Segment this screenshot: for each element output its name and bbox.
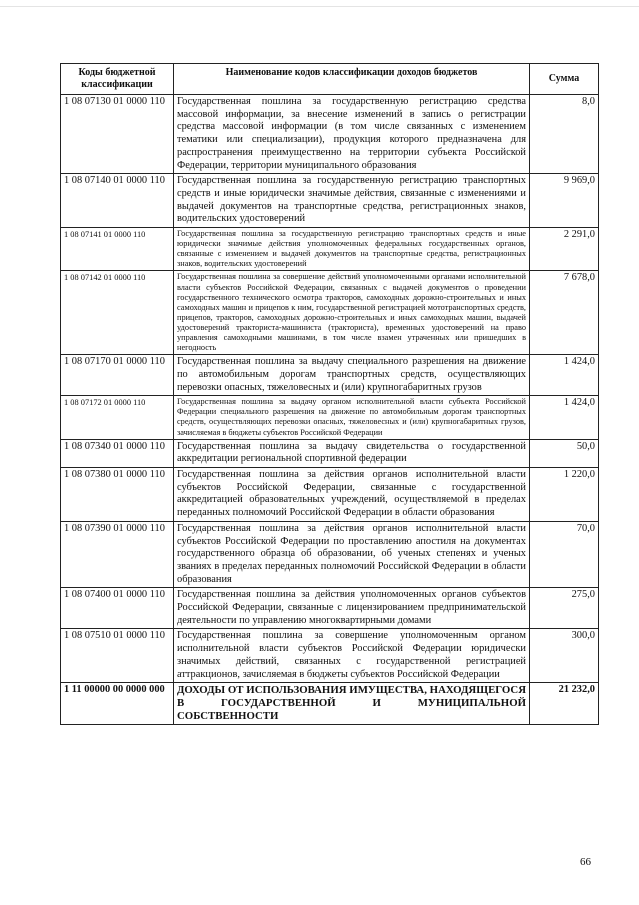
row-sum: 50,0 — [530, 439, 599, 467]
row-name: Государственная пошлина за государственную регистрацию транспортных средств и иные юридически значимые действия уполномоченных федеральных государственных органов, связанные с изменением и выдачей документов на транспортные средства, регистрационных знаков, водительских удостоверений — [174, 228, 530, 271]
row-code: 1 08 07390 01 0000 110 — [61, 521, 174, 588]
revenue-classification-table — [60, 63, 599, 725]
row-name: Государственная пошлина за выдачу специального разрешения на движение по автомобильным дорогам транспортных средств, осуществляющих перевозки опасных, тяжеловесных и (или) крупногабаритных грузов — [174, 355, 530, 396]
scan-edge-line — [0, 6, 639, 7]
table-row — [61, 355, 599, 396]
row-sum: 21 232,0 — [530, 683, 599, 725]
row-code: 1 08 07380 01 0000 110 — [61, 468, 174, 522]
row-code: 1 08 07140 01 0000 110 — [61, 174, 174, 228]
table-row — [61, 588, 599, 629]
row-code: 1 08 07141 01 0000 110 — [61, 228, 174, 271]
table-row — [61, 228, 599, 271]
page-number: 66 — [580, 856, 591, 868]
row-code: 1 08 07510 01 0000 110 — [61, 629, 174, 683]
row-sum: 70,0 — [530, 521, 599, 588]
row-code: 1 11 00000 00 0000 000 — [61, 683, 174, 725]
row-name: Государственная пошлина за совершение уполномоченным органом исполнительной власти субъектов Российской Федерации юридически значимых действий, связанных с государственной регистрацией аттракционов, зачисляемая в бюджеты субъектов Российской Федерации — [174, 629, 530, 683]
row-sum: 1 220,0 — [530, 468, 599, 522]
row-name: Государственная пошлина за действия органов исполнительной власти субъектов Российской Федерации, связанные с государственной аккредитацией образовательных учреждений, осуществляемой в пределах переданных полномочий Российской Федерации в области образования — [174, 468, 530, 522]
row-code: 1 08 07142 01 0000 110 — [61, 271, 174, 355]
table-row — [61, 629, 599, 683]
row-sum: 1 424,0 — [530, 396, 599, 439]
row-name: Государственная пошлина за действия органов исполнительной власти субъектов Российской Федерации по проставлению апостиля на документах государственного образца об образовании, об ученых степенях и ученых званиях в пределах переданных полномочий Российской Федерации в области образования — [174, 521, 530, 588]
table-row — [61, 396, 599, 439]
row-code: 1 08 07130 01 0000 110 — [61, 95, 174, 174]
table-row — [61, 174, 599, 228]
table-row — [61, 468, 599, 522]
row-sum: 2 291,0 — [530, 228, 599, 271]
table-row — [61, 271, 599, 355]
row-sum: 300,0 — [530, 629, 599, 683]
row-code: 1 08 07170 01 0000 110 — [61, 355, 174, 396]
row-sum: 9 969,0 — [530, 174, 599, 228]
row-name: Государственная пошлина за действия уполномоченных органов субъектов Российской Федерации, связанные с лицензированием предпринимательской деятельности по управлению многоквартирными домами — [174, 588, 530, 629]
row-code: 1 08 07340 01 0000 110 — [61, 439, 174, 467]
row-name: Государственная пошлина за выдачу органом исполнительной власти субъекта Российской Федерации специального разрешения на движение по автомобильным дорогам транспортных средств, осуществляющих перевозки опасных, тяжеловесных и (или) крупногабаритных грузов, зачисляемая в бюджеты субъектов Российской Федерации — [174, 396, 530, 439]
header-name: Наименование кодов классификации доходов бюджетов — [174, 64, 530, 95]
row-name: Государственная пошлина за выдачу свидетельства о государственной аккредитации региональной спортивной федерации — [174, 439, 530, 467]
row-code: 1 08 07400 01 0000 110 — [61, 588, 174, 629]
table-row — [61, 439, 599, 467]
row-sum: 8,0 — [530, 95, 599, 174]
table-header-row — [61, 64, 599, 95]
table-row — [61, 95, 599, 174]
row-name: Государственная пошлина за государственную регистрацию транспортных средств и иные юридически значимые действия, связанные с изменениями и выдачей документов на транспортные средства, регистрационных знаков, водительских удостоверений — [174, 174, 530, 228]
header-codes: Коды бюджетной классификации — [61, 64, 174, 95]
table-row-total — [61, 683, 599, 725]
row-name: Государственная пошлина за совершение действий уполномоченными органами исполнительной власти субъектов Российской Федерации, связанных с выдачей документов о проведении государственного технического осмотра тракторов, самоходных дорожно-строительных и иных самоходных машин и прицепов к ним, государственной регистрацией мототранспортных средств, прицепов, тракторов, самоходных дорожно-строительных и иных самоходных машин, выдачей удостоверений тракториста-машиниста (тракториста), временных удостоверений на право управления самоходными машинами, в том числе взамен утраченных или пришедших в негодность — [174, 271, 530, 355]
table-row — [61, 521, 599, 588]
row-name: ДОХОДЫ ОТ ИСПОЛЬЗОВАНИЯ ИМУЩЕСТВА, НАХОДЯЩЕГОСЯ В ГОСУДАРСТВЕННОЙ И МУНИЦИПАЛЬНОЙ СОБСТВЕННОСТИ — [174, 683, 530, 725]
row-sum: 275,0 — [530, 588, 599, 629]
row-code: 1 08 07172 01 0000 110 — [61, 396, 174, 439]
row-sum: 1 424,0 — [530, 355, 599, 396]
row-name: Государственная пошлина за государственную регистрацию средства массовой информации, за внесение изменений в запись о регистрации средства массовой информации (в том числе связанных с изменением тематики или специализации), продукция которого предназначена для распространения преимущественно на территории субъекта Российской Федерации, территории муниципального образования — [174, 95, 530, 174]
row-sum: 7 678,0 — [530, 271, 599, 355]
header-sum: Сумма — [530, 64, 599, 95]
